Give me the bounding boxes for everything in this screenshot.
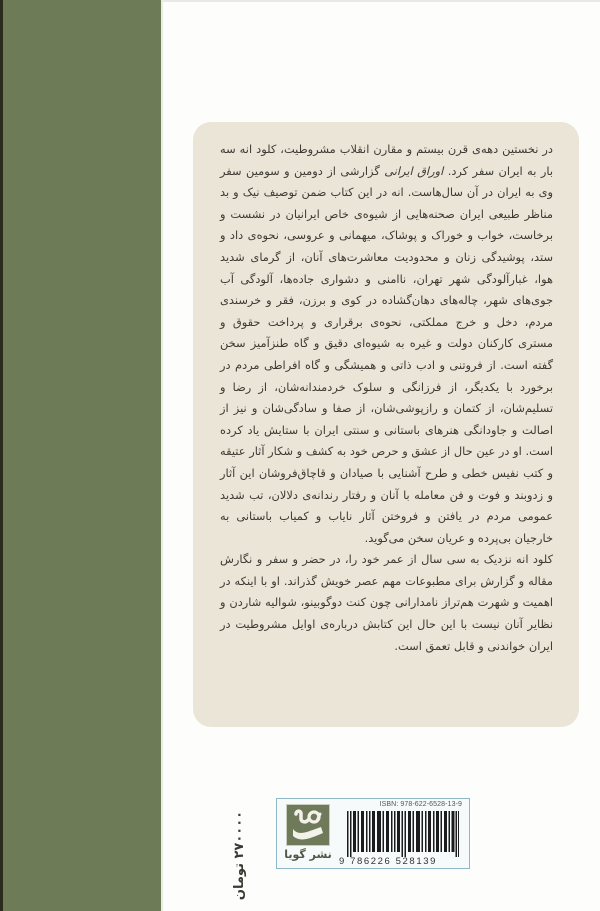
isbn-box bbox=[276, 798, 470, 869]
barcode-digits: 9 786226 528139 bbox=[339, 856, 437, 867]
book-spine bbox=[3, 0, 161, 911]
blurb-card bbox=[193, 122, 579, 727]
blurb-text bbox=[220, 139, 553, 657]
price-currency: تومان bbox=[232, 862, 248, 900]
barcode-icon bbox=[347, 811, 459, 857]
book-title-italic: اوراق ایرانی bbox=[384, 163, 444, 178]
blurb-p1-intro: در نخستین دهه‌ی قرن بیستم و مقارن انقلاب مشروطیت، کلود انه سه بار به ایران سفر کرد. bbox=[220, 142, 553, 178]
blurb-p1-body: گزارشی از دومین و سومین سفر وی به ایران در آن سال‌هاست. انه در این کتاب ضمن توصیف نیک و بد مناظر طبیعی ایران صحنه‌هایی از شیوه‌ی خاص ایرانیان در نشست و برخاست، خواب و خوراک و پوشاک، میهمانی و عروسی، نحوه‌ی داد و ستد، پوشیدگی زنان و محدودیت معاشرت‌های آنان، از گرمای شدید هوا، غبارآلودگی شهر تهران، ناامنی و دشواری جاده‌ها، آلودگی آب جوی‌های شهر، چاله‌های دهان‌گشاده در کوی و برزن، فقر و خرسندی مردم، دخل و خرج مملکتی، نحوه‌ی برقراری و پرداخت حقوق و مستری کارکنان دولت و غیره به شیوه‌ای دقیق و گاه طنزآمیز سخن گفته است. از فروتنی و ادب ذاتی و همیشگی و گاه افراطی مردم در برخورد با یکدیگر، از فرزانگی و سلوک خردمندانه‌شان، از رضا و تسلیم‌شان، از کتمان و رازپوشی‌شان، از صفا و سادگی‌شان و نیز از اصالت و جاودانگی هنرهای باستانی و سنتی ایران با ستایش یاد کرده است. او در عین حال از عشق و حرص خود به کشف و شکار آثار عتیقه و کتب نفیس خطی و طرح آشنایی با صیادان و قاچاق‌فروشان این آثار و زدوبند و فوت و فن معامله با آنان و رفتار رندانه‌ی دلالان، تب شدید عمومی مردم در یافتن و فروختن آثار نایاب و کمیاب باستانی به خارجیان بی‌پرده و عریان سخن می‌گوید. bbox=[220, 163, 553, 545]
blurb-paragraph-2: کلود انه نزدیک به سی سال از عمر خود را، در حضر و سفر و نگارش مقاله و گزارش برای مطبوعات مهم عصر خویش گذراند. او با اینکه در اهمیت و شهرت هم‌تراز نامدارانی چون کنت دوگوبینو، شوالیه شاردن و نظایر آنان نیست با این حال این کتابش درباره‌ی اوایل مشروطیت در ایران خواندنی و قابل تعمق است. bbox=[220, 552, 553, 653]
price-amount: ۲۷۰۰۰۰ bbox=[232, 810, 248, 859]
blurb-paragraph-1 bbox=[220, 139, 553, 549]
price-label bbox=[228, 800, 252, 910]
top-edge bbox=[163, 0, 600, 2]
goya-logo-icon bbox=[286, 804, 330, 846]
price-text bbox=[233, 810, 248, 899]
isbn-label: ISBN: 978-622-6528-13-9 bbox=[379, 801, 462, 808]
publisher-name: نشر گویا bbox=[284, 848, 332, 861]
spine-fold bbox=[161, 0, 163, 911]
